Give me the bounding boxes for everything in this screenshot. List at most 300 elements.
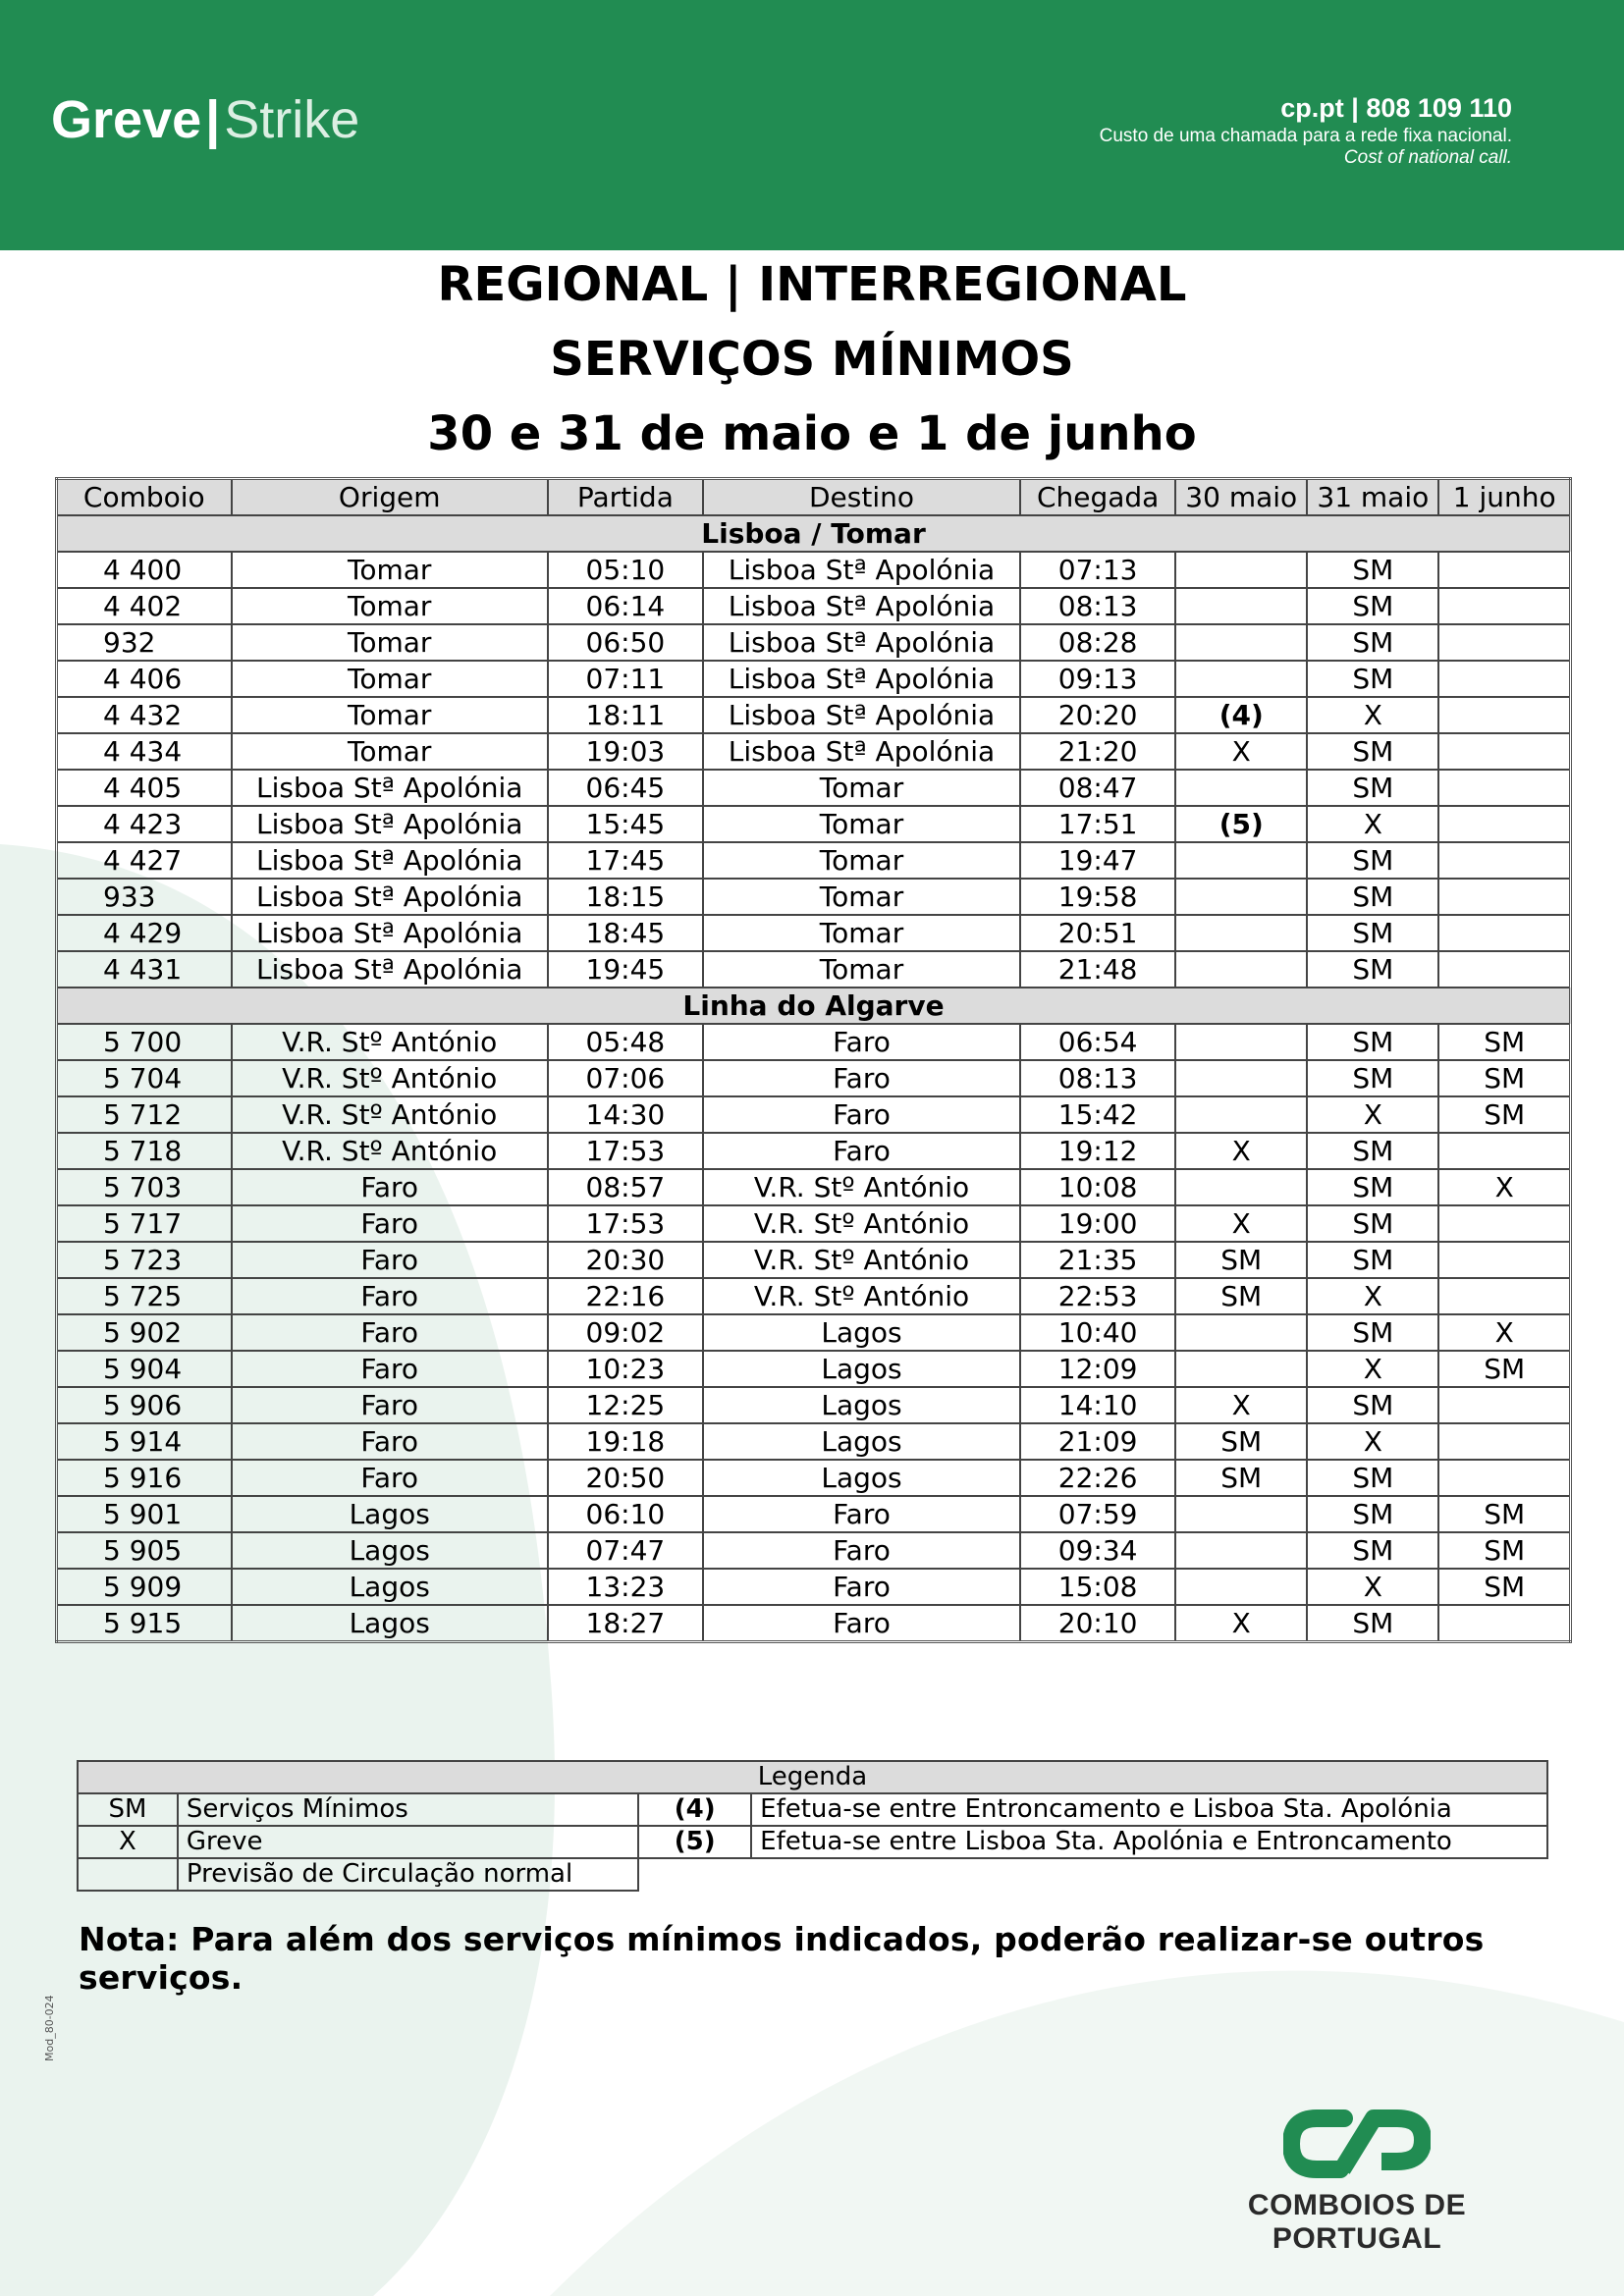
table-cell [1438, 770, 1570, 806]
table-cell: Lisboa Stª Apolónia [703, 733, 1020, 770]
table-cell: 21:48 [1020, 951, 1175, 988]
page-titles [0, 247, 1624, 471]
table-cell: Lagos [232, 1605, 548, 1642]
table-cell: X [1175, 733, 1307, 770]
table-row [57, 1169, 1571, 1205]
table-cell: 22:53 [1020, 1278, 1175, 1314]
table-cell: SM [1175, 1460, 1307, 1496]
table-cell: 5 914 [57, 1423, 232, 1460]
table-cell [1175, 1096, 1307, 1133]
table-row [57, 806, 1571, 842]
call-cost-en: Cost of national call. [1343, 147, 1512, 168]
table-cell: SM [1307, 661, 1438, 697]
table-cell: Lisboa Stª Apolónia [232, 951, 548, 988]
table-cell: 21:35 [1020, 1242, 1175, 1278]
schedule-body [57, 515, 1571, 1642]
table-cell: 5 703 [57, 1169, 232, 1205]
table-cell: 5 909 [57, 1569, 232, 1605]
table-cell: 19:00 [1020, 1205, 1175, 1242]
schedule-table [55, 477, 1572, 1643]
col-header: Origem [232, 479, 548, 516]
table-row [57, 552, 1571, 588]
table-cell: SM [1307, 879, 1438, 915]
table-cell: 17:51 [1020, 806, 1175, 842]
table-cell: SM [1307, 1024, 1438, 1060]
table-cell: SM [1307, 1314, 1438, 1351]
table-cell: SM [1307, 1387, 1438, 1423]
table-row [57, 1024, 1571, 1060]
table-cell: Tomar [232, 588, 548, 624]
table-cell: Faro [232, 1314, 548, 1351]
col-header: Partida [548, 479, 703, 516]
table-row [57, 588, 1571, 624]
table-cell: Faro [232, 1351, 548, 1387]
table-cell: SM [1307, 552, 1438, 588]
legend-note-text: Efetua-se entre Entroncamento e Lisboa Sta. Apolónia [751, 1793, 1547, 1826]
legend-code: X [78, 1826, 178, 1858]
table-cell: SM [1307, 770, 1438, 806]
legend-row [78, 1793, 1547, 1826]
brand-main: Greve [51, 90, 202, 149]
table-cell: SM [1438, 1569, 1570, 1605]
table-cell: X [1307, 1278, 1438, 1314]
table-cell [1175, 624, 1307, 661]
table-cell: SM [1307, 1496, 1438, 1532]
table-cell: 18:27 [548, 1605, 703, 1642]
table-cell: 19:03 [548, 733, 703, 770]
table-cell: 07:11 [548, 661, 703, 697]
table-row [57, 770, 1571, 806]
table-row [57, 1133, 1571, 1169]
table-cell: Lagos [703, 1460, 1020, 1496]
table-cell: 22:16 [548, 1278, 703, 1314]
legend-empty [638, 1858, 1547, 1891]
table-row [57, 842, 1571, 879]
table-cell: 19:45 [548, 951, 703, 988]
table-row [57, 624, 1571, 661]
table-cell: Faro [703, 1096, 1020, 1133]
table-cell: SM [1307, 588, 1438, 624]
table-cell: V.R. Stº António [232, 1133, 548, 1169]
table-cell [1175, 1169, 1307, 1205]
table-cell: Faro [232, 1423, 548, 1460]
table-row [57, 1532, 1571, 1569]
table-cell [1175, 552, 1307, 588]
table-cell: V.R. Stº António [232, 1060, 548, 1096]
table-cell: 06:14 [548, 588, 703, 624]
table-row [57, 1242, 1571, 1278]
table-cell: Lagos [703, 1423, 1020, 1460]
legend-text: Serviços Mínimos [178, 1793, 638, 1826]
table-cell: X [1175, 1605, 1307, 1642]
table-cell: 5 718 [57, 1133, 232, 1169]
table-cell: 12:09 [1020, 1351, 1175, 1387]
table-cell: Faro [703, 1605, 1020, 1642]
table-cell [1175, 1314, 1307, 1351]
table-cell [1175, 842, 1307, 879]
table-cell: Tomar [703, 770, 1020, 806]
brand-separator: | [205, 90, 221, 149]
table-cell: SM [1307, 915, 1438, 951]
table-cell [1438, 806, 1570, 842]
table-cell: Faro [232, 1169, 548, 1205]
table-cell: Tomar [232, 733, 548, 770]
table-cell: Tomar [703, 842, 1020, 879]
table-cell: Lagos [232, 1496, 548, 1532]
table-cell: SM [1438, 1351, 1570, 1387]
contact-info [1100, 90, 1512, 169]
table-cell: Faro [703, 1496, 1020, 1532]
table-row [57, 1460, 1571, 1496]
table-cell: (4) [1175, 697, 1307, 733]
table-cell [1438, 661, 1570, 697]
table-cell: 17:53 [548, 1205, 703, 1242]
table-cell: X [1175, 1205, 1307, 1242]
table-cell: 10:40 [1020, 1314, 1175, 1351]
section-title: Linha do Algarve [57, 988, 1571, 1024]
legend-code [78, 1858, 178, 1891]
table-cell: 06:10 [548, 1496, 703, 1532]
section-row [57, 515, 1571, 552]
table-cell: Tomar [703, 879, 1020, 915]
table-row [57, 1278, 1571, 1314]
table-cell: SM [1175, 1423, 1307, 1460]
table-cell: (5) [1175, 806, 1307, 842]
table-cell: 06:45 [548, 770, 703, 806]
table-cell [1175, 588, 1307, 624]
table-cell: V.R. Stº António [703, 1169, 1020, 1205]
table-cell: 20:20 [1020, 697, 1175, 733]
table-cell: 08:47 [1020, 770, 1175, 806]
table-cell: 5 906 [57, 1387, 232, 1423]
table-cell: 5 905 [57, 1532, 232, 1569]
table-cell: 13:23 [548, 1569, 703, 1605]
table-cell: 14:30 [548, 1096, 703, 1133]
table-cell: 10:08 [1020, 1169, 1175, 1205]
table-cell: Lagos [703, 1387, 1020, 1423]
table-cell: SM [1307, 1205, 1438, 1242]
table-cell: Tomar [232, 552, 548, 588]
table-cell: SM [1438, 1096, 1570, 1133]
table-cell: 06:50 [548, 624, 703, 661]
table-row [57, 1205, 1571, 1242]
table-cell: Faro [703, 1024, 1020, 1060]
table-row [57, 1605, 1571, 1642]
legend-note-code: (4) [638, 1793, 751, 1826]
table-cell: 5 700 [57, 1024, 232, 1060]
table-cell: X [1438, 1169, 1570, 1205]
col-header: 30 maio [1175, 479, 1307, 516]
table-cell [1175, 1024, 1307, 1060]
table-cell: 15:08 [1020, 1569, 1175, 1605]
table-cell: 08:57 [548, 1169, 703, 1205]
table-cell: 15:45 [548, 806, 703, 842]
legend-table [77, 1760, 1548, 1892]
table-cell: 4 402 [57, 588, 232, 624]
table-cell: X [1307, 1351, 1438, 1387]
table-cell: V.R. Stº António [703, 1242, 1020, 1278]
table-cell: 17:53 [548, 1133, 703, 1169]
table-cell: 07:13 [1020, 552, 1175, 588]
table-cell [1175, 1569, 1307, 1605]
table-cell: SM [1438, 1496, 1570, 1532]
table-cell: 5 704 [57, 1060, 232, 1096]
table-cell: X [1438, 1314, 1570, 1351]
table-cell: SM [1175, 1278, 1307, 1314]
table-row [57, 1569, 1571, 1605]
table-cell: Lisboa Stª Apolónia [703, 588, 1020, 624]
title-line-3: 30 e 31 de maio e 1 de junho [427, 406, 1197, 461]
table-cell: Lisboa Stª Apolónia [232, 806, 548, 842]
table-cell [1438, 1133, 1570, 1169]
table-cell: 09:34 [1020, 1532, 1175, 1569]
table-cell [1175, 661, 1307, 697]
table-cell: SM [1307, 1242, 1438, 1278]
table-cell: 05:10 [548, 552, 703, 588]
table-cell: 21:20 [1020, 733, 1175, 770]
table-cell: SM [1307, 1133, 1438, 1169]
table-cell: 06:54 [1020, 1024, 1175, 1060]
table-cell: 14:10 [1020, 1387, 1175, 1423]
table-cell [1175, 1351, 1307, 1387]
table-cell: 4 427 [57, 842, 232, 879]
table-row [57, 1423, 1571, 1460]
table-cell: SM [1307, 1532, 1438, 1569]
table-row [57, 1314, 1571, 1351]
table-cell [1438, 1423, 1570, 1460]
title-line-2: SERVIÇOS MÍNIMOS [550, 332, 1074, 387]
table-cell: 22:26 [1020, 1460, 1175, 1496]
table-cell: Tomar [703, 951, 1020, 988]
table-cell: Tomar [703, 806, 1020, 842]
table-cell: 19:18 [548, 1423, 703, 1460]
table-cell: SM [1307, 1460, 1438, 1496]
table-cell: Lagos [703, 1314, 1020, 1351]
col-header: 31 maio [1307, 479, 1438, 516]
table-cell: Faro [232, 1387, 548, 1423]
table-cell [1438, 879, 1570, 915]
table-cell: 15:42 [1020, 1096, 1175, 1133]
table-cell: Lisboa Stª Apolónia [703, 661, 1020, 697]
table-cell: SM [1307, 624, 1438, 661]
table-cell: 5 904 [57, 1351, 232, 1387]
table-cell: X [1307, 1423, 1438, 1460]
table-cell: 4 432 [57, 697, 232, 733]
table-cell: SM [1307, 1060, 1438, 1096]
table-cell [1438, 552, 1570, 588]
legend-row [78, 1858, 1547, 1891]
table-cell [1175, 770, 1307, 806]
table-row [57, 697, 1571, 733]
table-header-row [57, 479, 1571, 516]
table-cell: 08:28 [1020, 624, 1175, 661]
table-cell: SM [1307, 951, 1438, 988]
table-row [57, 1387, 1571, 1423]
table-row [57, 915, 1571, 951]
table-cell: Faro [703, 1569, 1020, 1605]
table-cell: 07:47 [548, 1532, 703, 1569]
table-cell [1438, 1278, 1570, 1314]
table-cell: 5 723 [57, 1242, 232, 1278]
table-cell: Faro [703, 1133, 1020, 1169]
table-cell: 18:11 [548, 697, 703, 733]
table-cell: 20:50 [548, 1460, 703, 1496]
table-cell: Faro [232, 1460, 548, 1496]
legend-note-code: (5) [638, 1826, 751, 1858]
legend-text: Previsão de Circulação normal [178, 1858, 638, 1891]
brand-title [51, 86, 359, 153]
table-cell [1175, 1496, 1307, 1532]
table-cell [1438, 624, 1570, 661]
table-cell: X [1307, 806, 1438, 842]
table-cell: Lagos [703, 1351, 1020, 1387]
table-cell: 12:25 [548, 1387, 703, 1423]
table-cell: 4 429 [57, 915, 232, 951]
table-cell: 19:47 [1020, 842, 1175, 879]
col-header: Chegada [1020, 479, 1175, 516]
table-cell: Faro [232, 1242, 548, 1278]
table-cell: 4 434 [57, 733, 232, 770]
table-cell: 4 406 [57, 661, 232, 697]
table-cell [1175, 1060, 1307, 1096]
table-cell: Faro [703, 1532, 1020, 1569]
table-cell: Tomar [232, 624, 548, 661]
table-cell: 07:06 [548, 1060, 703, 1096]
table-cell [1175, 1532, 1307, 1569]
table-row [57, 661, 1571, 697]
table-cell: 10:23 [548, 1351, 703, 1387]
header-banner [0, 0, 1624, 250]
table-row [57, 1060, 1571, 1096]
table-row [57, 733, 1571, 770]
table-row [57, 1096, 1571, 1133]
table-cell: SM [1438, 1532, 1570, 1569]
table-cell: 4 423 [57, 806, 232, 842]
table-cell [1438, 1605, 1570, 1642]
table-cell: Faro [232, 1278, 548, 1314]
table-cell: 17:45 [548, 842, 703, 879]
table-row [57, 1496, 1571, 1532]
table-cell [1175, 915, 1307, 951]
table-cell: 19:58 [1020, 879, 1175, 915]
legend-title: Legenda [78, 1761, 1547, 1793]
table-cell: Faro [232, 1205, 548, 1242]
table-row [57, 951, 1571, 988]
table-cell: V.R. Stº António [232, 1096, 548, 1133]
table-row [57, 879, 1571, 915]
table-cell [1438, 1205, 1570, 1242]
legend-code: SM [78, 1793, 178, 1826]
table-cell: SM [1438, 1024, 1570, 1060]
table-cell [1438, 1242, 1570, 1278]
table-cell: Tomar [232, 697, 548, 733]
legend-text: Greve [178, 1826, 638, 1858]
table-cell: X [1175, 1387, 1307, 1423]
table-cell: Lisboa Stª Apolónia [232, 770, 548, 806]
table-cell: 09:02 [548, 1314, 703, 1351]
table-cell [1438, 588, 1570, 624]
table-cell: Tomar [703, 915, 1020, 951]
table-cell: 5 901 [57, 1496, 232, 1532]
table-cell [1438, 1387, 1570, 1423]
table-cell: 5 902 [57, 1314, 232, 1351]
table-cell: X [1307, 1569, 1438, 1605]
table-cell: 08:13 [1020, 588, 1175, 624]
legend-note-text: Efetua-se entre Lisboa Sta. Apolónia e Entroncamento [751, 1826, 1547, 1858]
footnote: Nota: Para além dos serviços mínimos indicados, poderão realizar-se outros serviços. [79, 1920, 1485, 1997]
brand-sub: Strike [224, 90, 360, 149]
table-cell: 19:12 [1020, 1133, 1175, 1169]
table-cell: V.R. Stº António [703, 1205, 1020, 1242]
table-cell: 5 915 [57, 1605, 232, 1642]
table-cell: X [1307, 1096, 1438, 1133]
table-cell: 5 712 [57, 1096, 232, 1133]
table-cell: 932 [57, 624, 232, 661]
table-cell: Tomar [232, 661, 548, 697]
table-cell [1175, 951, 1307, 988]
table-row [57, 1351, 1571, 1387]
table-cell: 20:51 [1020, 915, 1175, 951]
table-cell: Lisboa Stª Apolónia [232, 842, 548, 879]
table-cell: Lagos [232, 1569, 548, 1605]
table-cell: 18:15 [548, 879, 703, 915]
table-cell: 18:45 [548, 915, 703, 951]
table-cell: 5 725 [57, 1278, 232, 1314]
table-cell: Faro [703, 1060, 1020, 1096]
table-cell: 08:13 [1020, 1060, 1175, 1096]
contact-phone: cp.pt | 808 109 110 [1280, 93, 1512, 123]
table-cell [1438, 842, 1570, 879]
table-cell: Lisboa Stª Apolónia [232, 879, 548, 915]
table-cell: X [1175, 1133, 1307, 1169]
table-cell: 07:59 [1020, 1496, 1175, 1532]
table-cell: SM [1307, 1169, 1438, 1205]
section-row [57, 988, 1571, 1024]
table-cell: 4 431 [57, 951, 232, 988]
col-header: 1 junho [1438, 479, 1570, 516]
title-line-1: REGIONAL | INTERREGIONAL [437, 257, 1187, 312]
col-header: Comboio [57, 479, 232, 516]
table-cell: SM [1307, 733, 1438, 770]
table-cell [1438, 915, 1570, 951]
table-cell: Lisboa Stª Apolónia [703, 552, 1020, 588]
table-cell: 21:09 [1020, 1423, 1175, 1460]
table-cell: X [1307, 697, 1438, 733]
table-cell: 05:48 [548, 1024, 703, 1060]
cp-logo-icon [1283, 2109, 1431, 2179]
table-cell [1438, 1460, 1570, 1496]
table-cell: 4 405 [57, 770, 232, 806]
table-cell: V.R. Stº António [232, 1024, 548, 1060]
table-cell: 20:10 [1020, 1605, 1175, 1642]
table-cell: 5 717 [57, 1205, 232, 1242]
legend-row [78, 1826, 1547, 1858]
table-cell: 933 [57, 879, 232, 915]
table-cell [1438, 951, 1570, 988]
table-cell: 4 400 [57, 552, 232, 588]
table-cell: 09:13 [1020, 661, 1175, 697]
form-reference: Mod_80-024 [43, 1995, 56, 2061]
table-cell [1438, 733, 1570, 770]
col-header: Destino [703, 479, 1020, 516]
table-cell: Lagos [232, 1532, 548, 1569]
table-cell: SM [1175, 1242, 1307, 1278]
table-cell [1438, 697, 1570, 733]
table-cell: Lisboa Stª Apolónia [703, 624, 1020, 661]
table-cell: 5 916 [57, 1460, 232, 1496]
table-cell: V.R. Stº António [703, 1278, 1020, 1314]
table-cell: 20:30 [548, 1242, 703, 1278]
